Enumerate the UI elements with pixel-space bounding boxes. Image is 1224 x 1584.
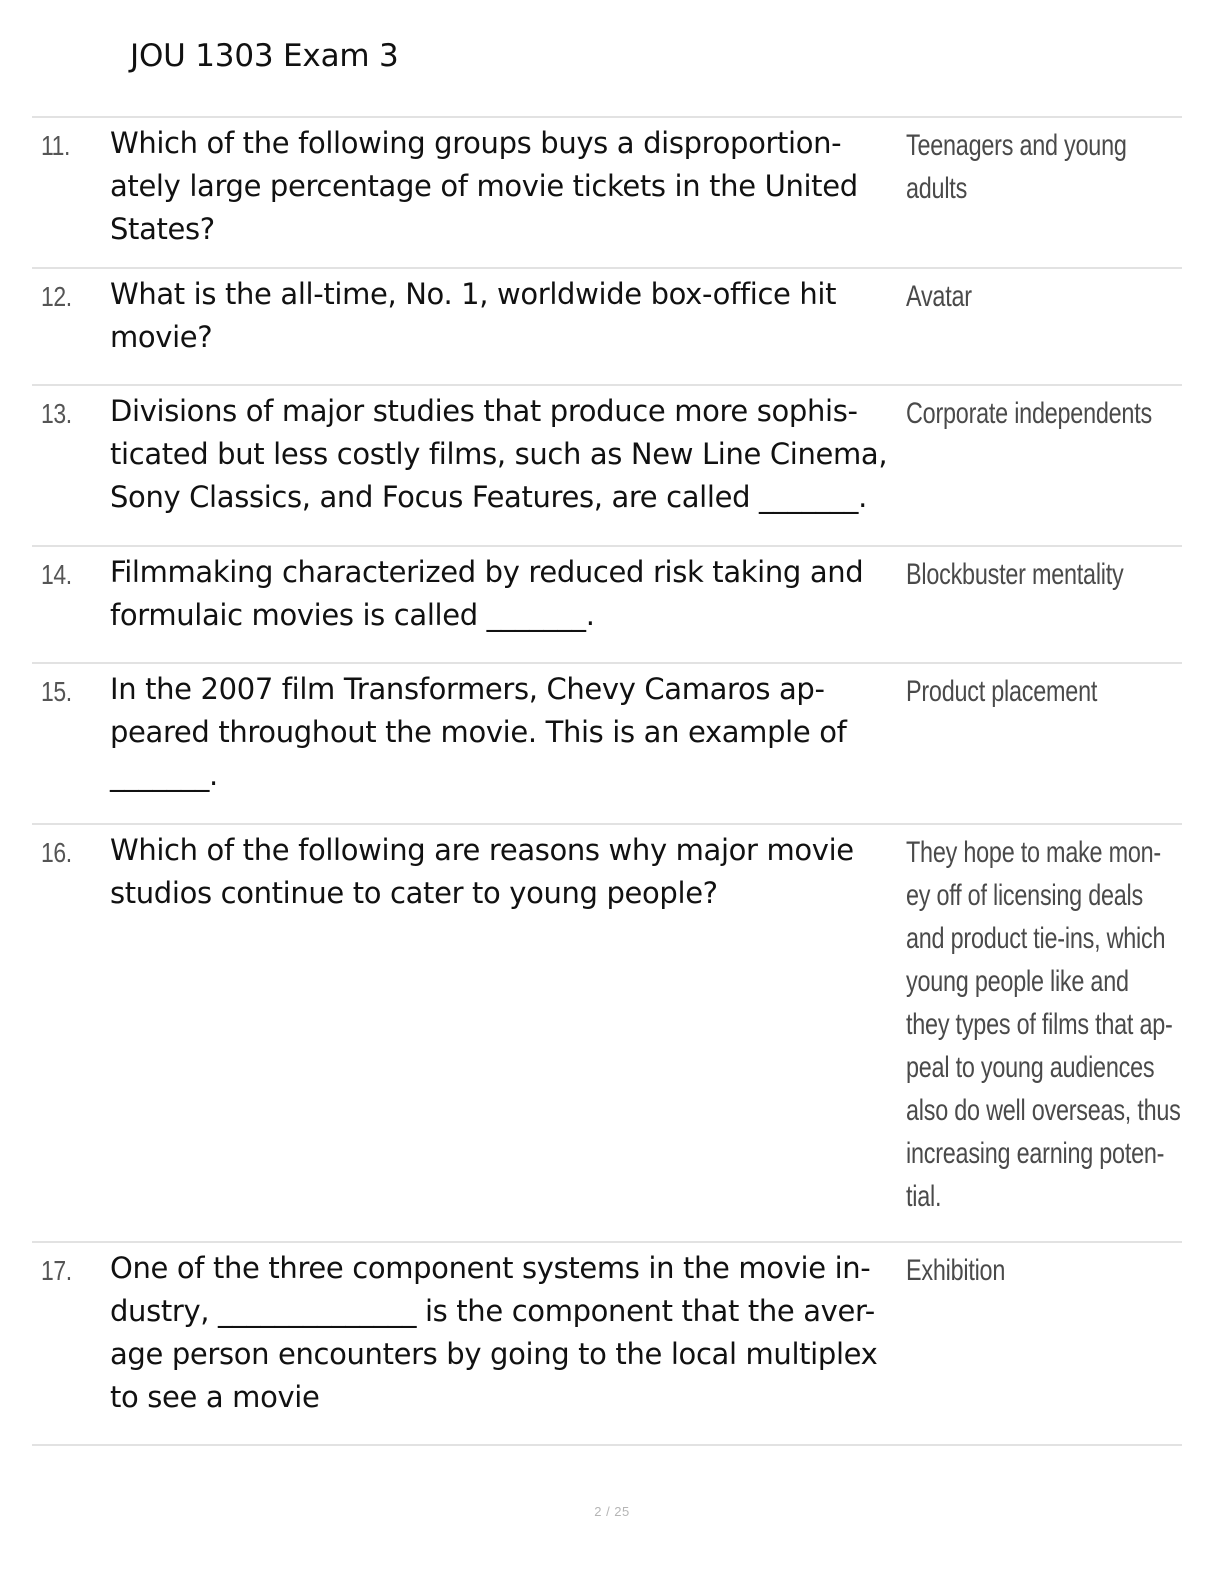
question-text-line: Divisions of major studies that produce more sophis- [110,394,858,428]
answer-text-line: tial. [906,1180,942,1213]
page-number: 2 / 25 [594,1504,630,1519]
question-text [110,668,902,797]
answer-text-line: increasing earning poten- [906,1137,1165,1170]
question-text [110,551,902,637]
question-text-line: to see a movie [110,1380,320,1414]
question-text-line: studios continue to cater to young people? [110,876,718,910]
question-number: 14. [41,559,72,590]
question-text-line: age person encounters by going to the local multiplex [110,1337,878,1371]
question-text-line: ately large percentage of movie tickets in the United [110,169,858,203]
answer-text-line: young people like and [906,965,1129,998]
question-text-line: movie? [110,320,213,354]
question-text-line: In the 2007 film Transformers, Chevy Camaros ap- [110,672,825,706]
question-text [110,829,902,915]
answer-text-line: Product placement [906,675,1098,708]
question-text-line: One of the three component systems in the movie in- [110,1251,871,1285]
question-row [32,116,1182,267]
question-row [32,384,1182,545]
answer-text-line: also do well overseas, thus [906,1094,1181,1127]
question-text-line: States? [110,212,215,246]
answer-text-line: and product tie-ins, which [906,922,1166,955]
question-number: 13. [41,398,72,429]
question-number: 15. [41,676,72,707]
answer-text [906,1249,1117,1292]
question-number: 16. [41,837,72,868]
question-text-line: Which of the following are reasons why major movie [110,833,854,867]
answer-text-line: peal to young audiences [906,1051,1155,1084]
question-text-line: peared throughout the movie. This is an example of [110,715,847,749]
answer-text-line: ey off of licensing deals [906,879,1143,912]
answer-text-line: Avatar [906,280,972,313]
answer-text-line: Exhibition [906,1254,1006,1287]
answer-text-line: they types of films that ap- [906,1008,1173,1041]
question-text [110,390,902,519]
question-row [32,823,1182,1241]
question-text [110,1247,902,1419]
question-number: 17. [41,1255,72,1286]
question-list [32,116,1182,1446]
answer-text [906,392,1152,435]
answer-text-line: Blockbuster mentality [906,558,1124,591]
question-row [32,545,1182,662]
question-text [110,122,902,251]
answer-text-line: Corporate independents [906,397,1152,430]
question-text-line: formulaic movies is called _______. [110,598,595,632]
question-row [32,1241,1182,1446]
question-text-line: _______. [110,758,218,792]
page-title: JOU 1303 Exam 3 [130,38,399,74]
question-row [32,662,1182,823]
question-text-line: Which of the following groups buys a disproportion- [110,126,842,160]
answer-text-line: Teenagers and young [906,129,1127,162]
answer-text [906,670,1117,713]
question-number: 11. [41,130,70,161]
answer-text-line: They hope to make mon- [906,836,1161,869]
question-text-line: dustry, ______________ is the component that the aver- [110,1294,875,1328]
question-text-line: Sony Classics, and Focus Features, are called _______. [110,480,867,514]
question-text-line: What is the all-time, No. 1, worldwide box-office hit [110,277,837,311]
answer-text [906,831,1181,1218]
answer-text-line: adults [906,172,968,205]
question-row [32,267,1182,384]
answer-text [906,124,1127,210]
question-text-line: Filmmaking characterized by reduced risk taking and [110,555,864,589]
question-number: 12. [41,281,72,312]
question-text-line: ticated but less costly films, such as New Line Cinema, [110,437,888,471]
answer-text [906,275,1117,318]
answer-text [906,553,1124,596]
question-text [110,273,902,359]
